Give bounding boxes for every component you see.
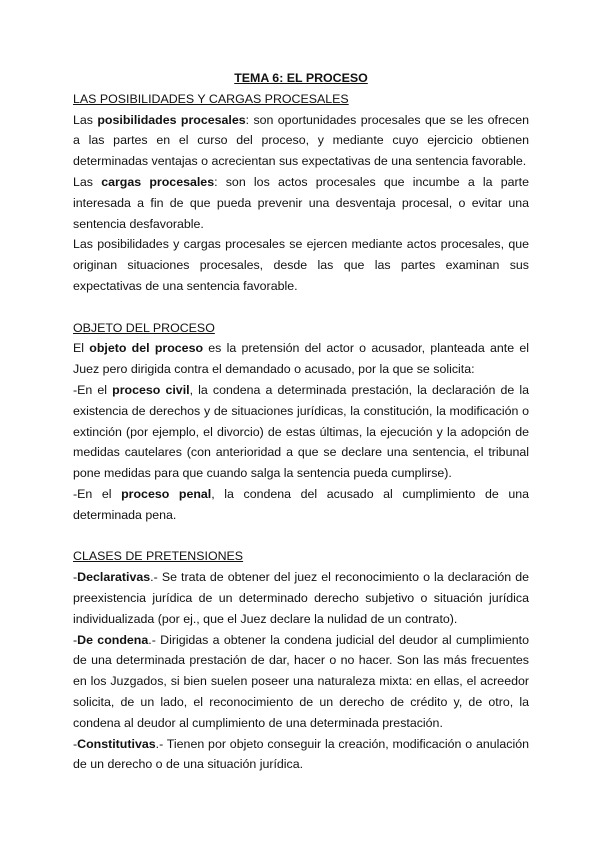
section-heading-clases: CLASES DE PRETENSIONES — [73, 549, 244, 564]
paragraph-proceso-penal — [73, 484, 529, 526]
text: Las — [73, 174, 102, 189]
text: : son oportunidades procesales que se les ofrecen a las partes en el curso del proceso, y mediante cuyo ejercicio obtienen determinadas ventajas o acrecientan sus expectativas de una sentencia favorable. — [73, 112, 529, 169]
text: - — [73, 632, 78, 647]
text: -En el — [73, 382, 113, 397]
bold-term: cargas procesales — [101, 174, 215, 189]
paragraph-proceso-civil — [73, 380, 529, 484]
paragraph-objeto — [73, 338, 529, 380]
paragraph-actos: Las posibilidades y cargas procesales se ejercen mediante actos procesales, que originan situaciones procesales, desde las que las partes examinan sus expectativas de una sentencia favorable. — [73, 237, 529, 293]
text: El — [73, 341, 90, 356]
paragraph-declarativas — [73, 567, 529, 629]
bold-term: proceso penal — [121, 486, 212, 501]
paragraph-cargas — [73, 172, 529, 234]
text: - — [73, 570, 78, 585]
spacer — [73, 526, 529, 547]
page-title: TEMA 6: EL PROCESO — [234, 71, 368, 85]
bold-term: posibilidades procesales — [97, 112, 246, 127]
text: .- Se trata de obtener del juez el reconocimiento o la declaración de preexistencia jurídica de un determinado derecho subjetivo o situación jurídica individualizada (por ej., que el Juez declare la nulidad de un contrato). — [73, 570, 529, 626]
bold-term: objeto del proceso — [89, 341, 204, 356]
section-heading-posibilidades: LAS POSIBILIDADES Y CARGAS PROCESALES — [73, 91, 349, 106]
text: : son los actos procesales que incumbe a la parte interesada a fin de que pueda prevenir una desventaja procesal, o evitar una sentencia desfavorable. — [73, 174, 529, 231]
text: es la pretensión del actor o acusador, planteada ante el Juez pero dirigida contra el demandado o acusado, por la que se solicita: — [73, 341, 529, 377]
paragraph-de-condena — [73, 630, 529, 734]
bold-term: Declarativas — [77, 570, 151, 585]
text: , la condena a determinada prestación, la declaración de la existencia de derechos y de situaciones jurídicas, la constitución, la modificación o extinción (por ejemplo, el divorcio) de estas últimas, la ejecución y la adopción de medidas cautelares (con anterioridad a que se declare una sentencia, el tribunal pone medidas para que cuando salga la sentencia pueda cumplirse). — [73, 382, 529, 481]
text: -En el — [73, 486, 122, 501]
bold-term: proceso civil — [112, 382, 190, 397]
text: .- Dirigidas a obtener la condena judicial del deudor al cumplimiento de una determinada prestación de dar, hacer o no hacer. Son las más frecuentes en los Juzgados, si bien suelen poseer una naturaleza mixta: en ellas, el acreedor solicita, de un lado, el reconocimiento de un derecho de crédito y, de otro, la condena al deudor al cumplimiento de una determinada prestación. — [73, 632, 530, 730]
text: , la condena del acusado al cumplimiento de una determinada pena. — [73, 486, 529, 522]
text: .- Tienen por objeto conseguir la creación, modificación o anulación de un derecho o de una situación jurídica. — [73, 736, 529, 772]
bold-term: Constitutivas — [77, 736, 156, 751]
section-heading-objeto: OBJETO DEL PROCESO — [73, 320, 215, 335]
bold-term: De condena — [77, 632, 149, 647]
document-page — [73, 68, 529, 775]
paragraph-constitutivas — [73, 734, 529, 776]
spacer — [73, 297, 529, 318]
paragraph-posibilidades — [73, 110, 529, 172]
text: - — [73, 736, 78, 751]
text: Las — [73, 112, 98, 127]
